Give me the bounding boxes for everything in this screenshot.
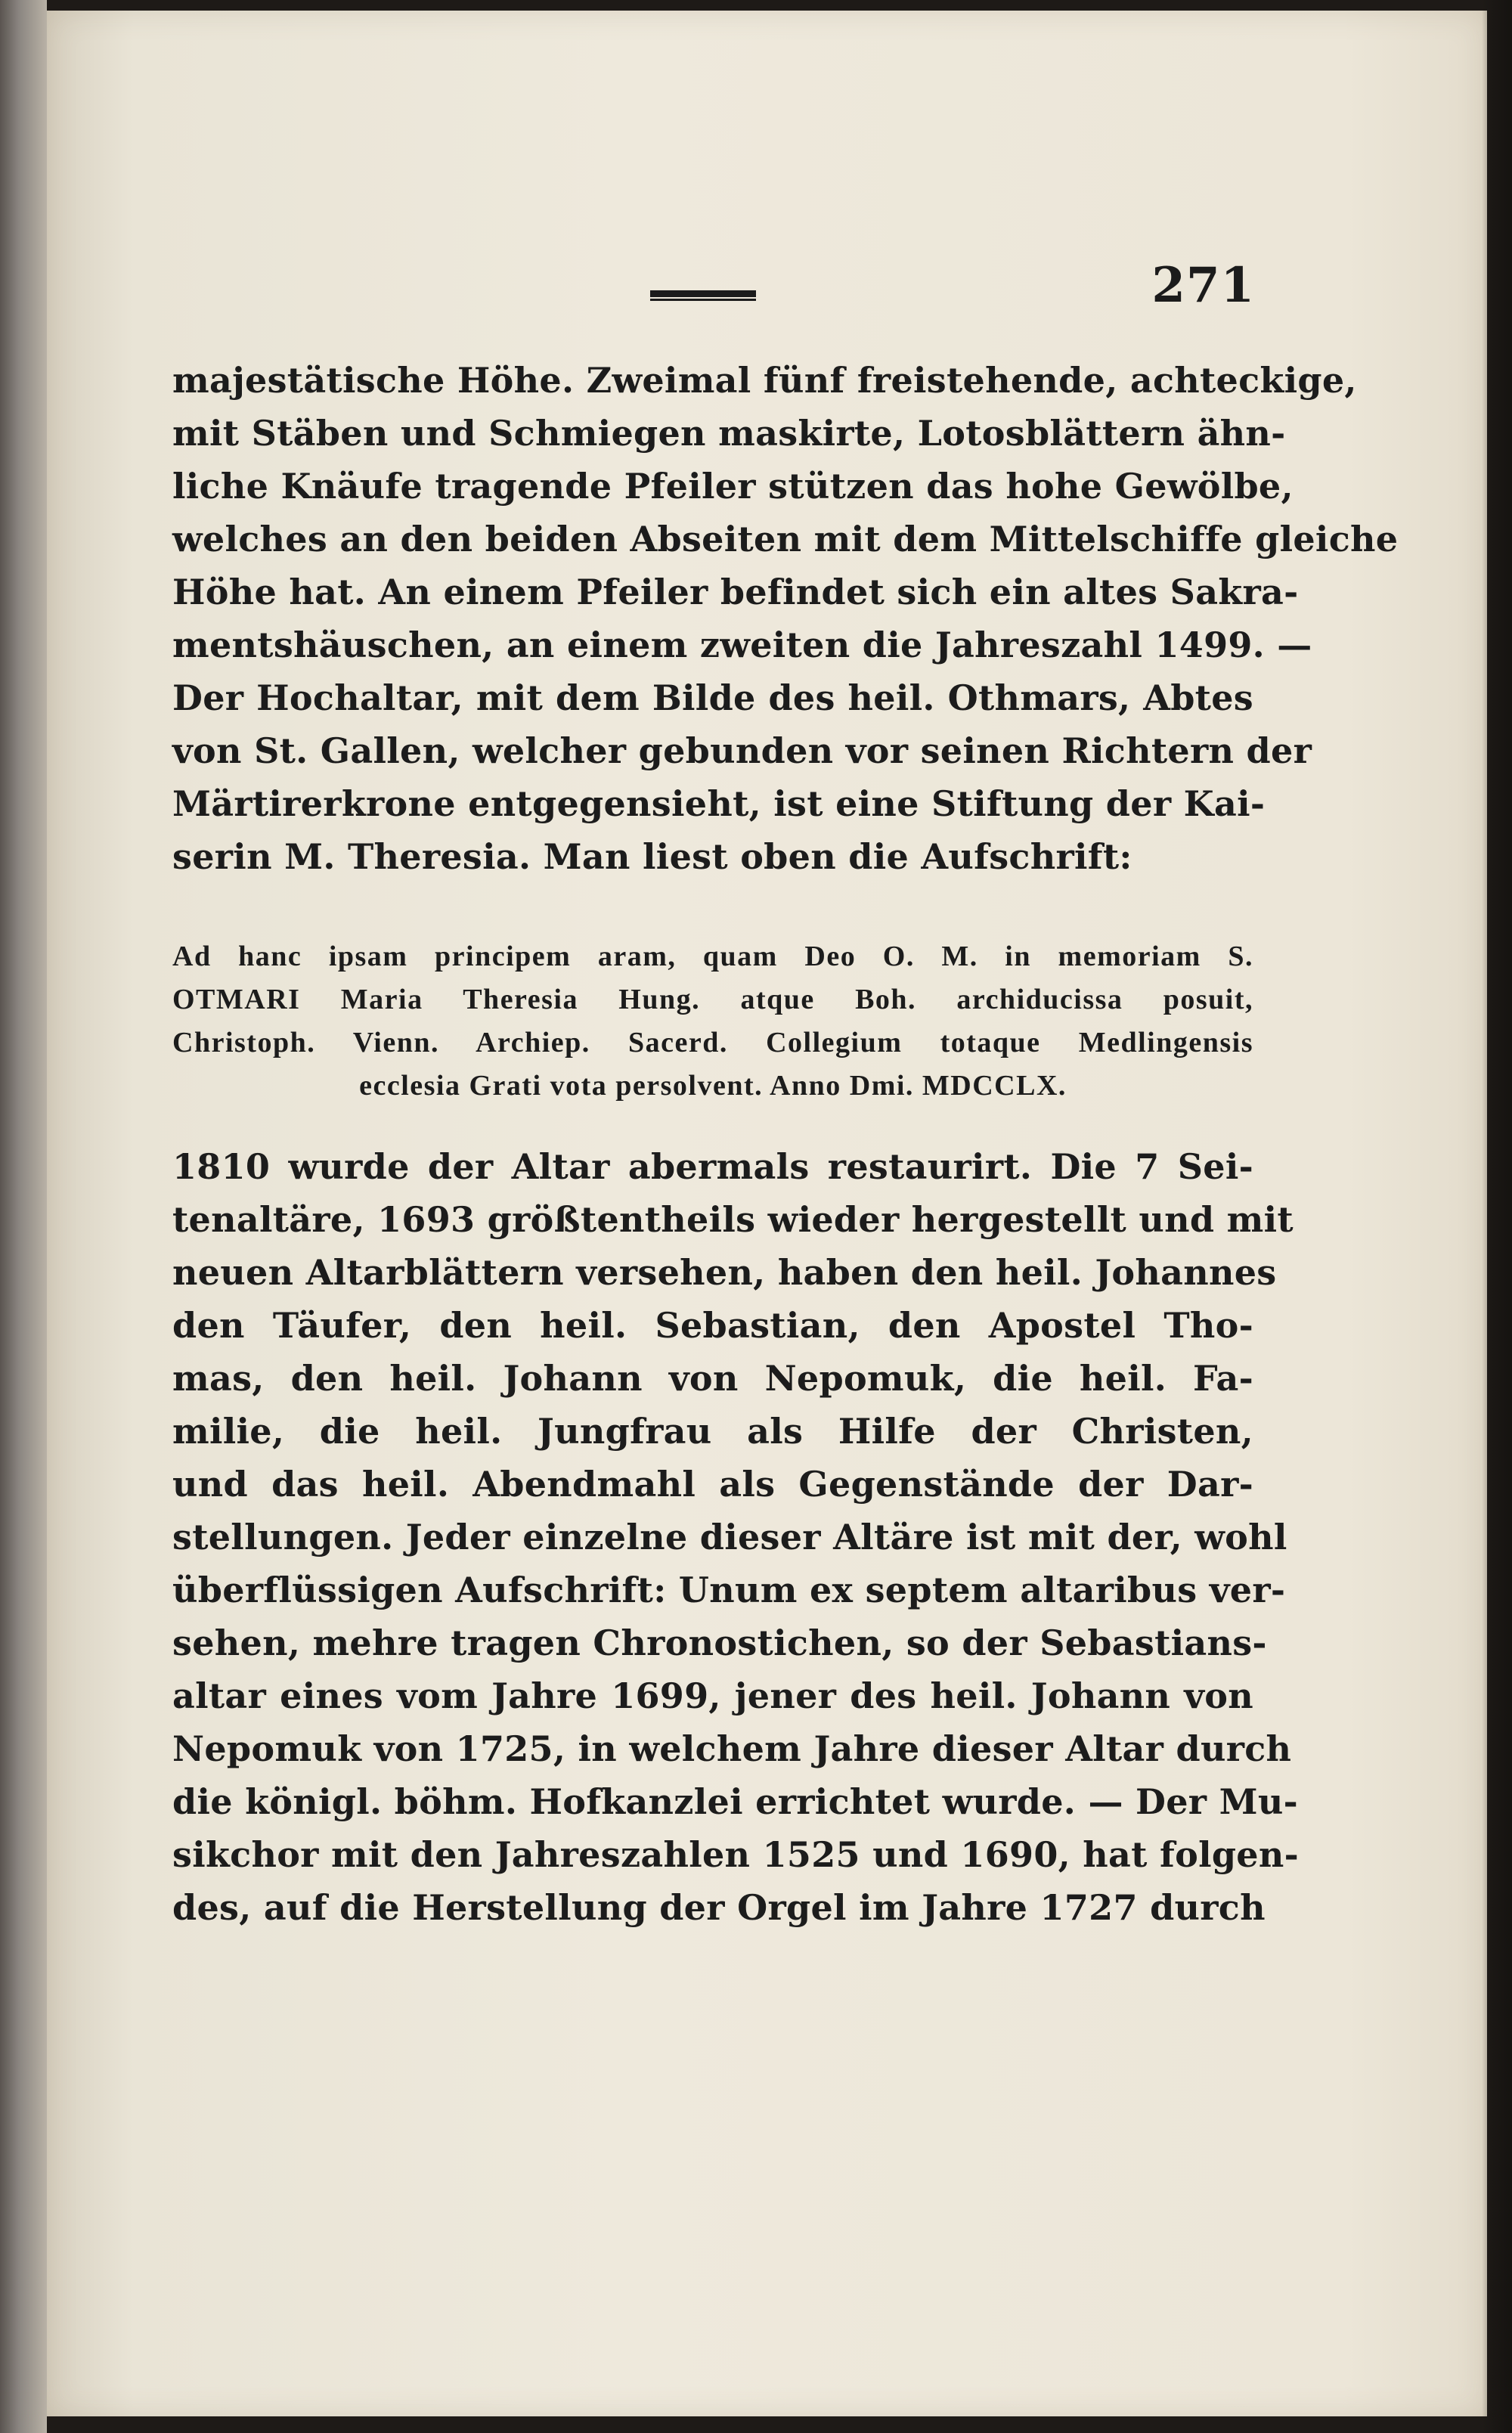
inscription-line: Ad hanc ipsam principem aram, quam Deo O. M. in memoriam S. [172, 941, 1253, 972]
page-number: 271 [1151, 257, 1255, 314]
text-line: liche Knäufe tragende Pfeiler stützen das hohe Gewölbe, [172, 466, 1294, 507]
page-edge-shadow [1482, 0, 1512, 2433]
text-line: mentshäuschen, an einem zweiten die Jahreszahl 1499. — [172, 625, 1312, 665]
text-line: die königl. böhm. Hofkanzlei errichtet wurde. — Der Mu- [172, 1781, 1299, 1822]
inscription-line: OTMARI Maria Theresia Hung. atque Boh. archiducissa posuit, [172, 984, 1253, 1015]
text-line: Der Hochaltar, mit dem Bilde des heil. Othmars, Abtes [172, 677, 1253, 718]
header-rule [650, 290, 756, 301]
text-line: des, auf die Herstellung der Orgel im Jahre 1727 durch [172, 1887, 1266, 1928]
text-line: welches an den beiden Abseiten mit dem Mittelschiffe gleiche [172, 519, 1399, 559]
text-line: majestätische Höhe. Zweimal fünf freistehende, achteckige, [172, 360, 1357, 401]
inscription-line: ecclesia Grati vota persolvent. Anno Dmi. MDCCLX. [359, 1070, 1067, 1102]
latin-inscription [172, 935, 1253, 1108]
text-line: stellungen. Jeder einzelne dieser Altäre ist mit der, wohl [172, 1517, 1287, 1557]
text-line: Nepomuk von 1725, in welchem Jahre dieser Altar durch [172, 1728, 1292, 1769]
text-line: Märtirerkrone entgegensieht, ist eine Stiftung der Kai- [172, 783, 1266, 824]
paragraph-1 [172, 354, 1399, 883]
text-line: serin M. Theresia. Man liest oben die Aufschrift: [172, 836, 1132, 877]
text-line: Höhe hat. An einem Pfeiler befindet sich ein altes Sakra- [172, 572, 1299, 612]
text-line: von St. Gallen, welcher gebunden vor seinen Richtern der [172, 730, 1312, 771]
text-line: mas, den heil. Johann von Nepomuk, die heil. Fa- [172, 1358, 1253, 1399]
book-spine-edge [0, 0, 47, 2433]
paragraph-2 [172, 1140, 1300, 1934]
text-line: sikchor mit den Jahreszahlen 1525 und 1690, hat folgen- [172, 1834, 1300, 1875]
text-line: und das heil. Abendmahl als Gegenstände der Dar- [172, 1464, 1253, 1505]
text-line: sehen, mehre tragen Chronostichen, so der Sebastians- [172, 1623, 1267, 1663]
text-line: neuen Altarblättern versehen, haben den heil. Johannes [172, 1252, 1277, 1293]
text-line: überflüssigen Aufschrift: Unum ex septem altaribus ver- [172, 1570, 1286, 1610]
text-line: mit Stäben und Schmiegen maskirte, Lotosblättern ähn- [172, 413, 1286, 454]
text-line: den Täufer, den heil. Sebastian, den Apostel Tho- [172, 1305, 1253, 1346]
text-line: tenaltäre, 1693 größtentheils wieder hergestellt und mit [172, 1199, 1294, 1240]
inscription-line: Christoph. Vienn. Archiep. Sacerd. Collegium totaque Medlingensis [172, 1027, 1253, 1058]
text-line: 1810 wurde der Altar abermals restaurirt. Die 7 Sei- [172, 1146, 1253, 1187]
text-line: altar eines vom Jahre 1699, jener des heil. Johann von [172, 1675, 1253, 1716]
text-line: milie, die heil. Jungfrau als Hilfe der Christen, [172, 1411, 1253, 1452]
